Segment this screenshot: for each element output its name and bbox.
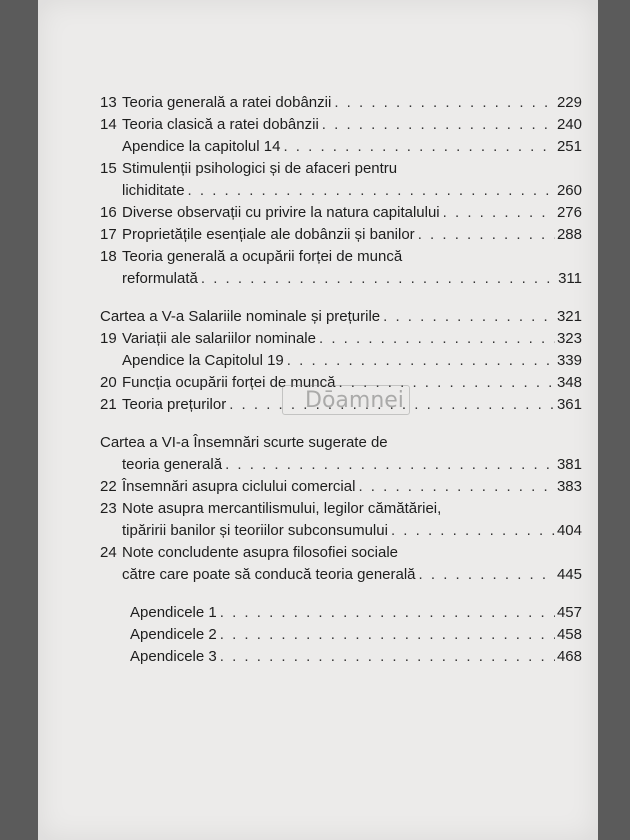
leader-dots xyxy=(220,646,555,668)
chapter-number: 18 xyxy=(100,248,117,265)
chapter-number: 20 xyxy=(100,374,117,391)
toc-entry xyxy=(100,136,582,158)
page-number: 381 xyxy=(556,456,582,473)
page-number: 260 xyxy=(556,182,582,199)
toc-entry xyxy=(100,224,582,246)
chapter-number: 16 xyxy=(100,204,117,221)
chapter-number: 17 xyxy=(100,226,117,243)
chapter-number: 14 xyxy=(100,116,117,133)
toc-entry-continuation xyxy=(100,520,582,542)
page-number: 468 xyxy=(556,648,582,665)
chapter-title-continued: către care poate să conducă teoria generală xyxy=(122,566,416,583)
appendix-title: Apendicele 1 xyxy=(130,604,217,621)
page-number: 348 xyxy=(556,374,582,391)
toc-entry xyxy=(100,476,582,498)
toc-entry xyxy=(100,498,582,520)
chapter-number: 22 xyxy=(100,478,117,495)
toc-entry xyxy=(100,92,582,114)
toc-entry-continuation xyxy=(100,268,582,290)
page-number: 240 xyxy=(556,116,582,133)
chapter-title-continued: tipăririi banilor și teoriilor subconsumului xyxy=(122,522,388,539)
chapter-title: Teoria clasică a ratei dobânzii xyxy=(122,116,319,133)
chapter-number: 13 xyxy=(100,94,117,111)
page-number: 276 xyxy=(556,204,582,221)
chapter-title: Variații ale salariilor nominale xyxy=(122,330,316,347)
toc-entry xyxy=(100,158,582,180)
chapter-title: Funcția ocupării forței de muncă xyxy=(122,374,336,391)
page-number: 311 xyxy=(558,270,582,287)
page-number: 457 xyxy=(556,604,582,621)
page-number: 288 xyxy=(556,226,582,243)
book-title-continued: teoria generală xyxy=(122,456,223,473)
leader-dots xyxy=(220,602,555,624)
page-number: 321 xyxy=(556,308,582,325)
book-page xyxy=(38,0,598,840)
toc-entry xyxy=(100,328,582,350)
toc-entry-continuation xyxy=(100,180,582,202)
page-number: 323 xyxy=(556,330,582,347)
appendix-title: Apendicele 2 xyxy=(130,626,217,643)
leader-dots xyxy=(283,136,555,158)
watermark-logo: Dōamnei xyxy=(282,385,410,415)
appendix-entry xyxy=(100,624,582,646)
page-number: 458 xyxy=(556,626,582,643)
leader-dots xyxy=(319,328,555,350)
chapter-title: Teoria prețurilor xyxy=(122,396,227,413)
leader-dots xyxy=(443,202,555,224)
chapter-title-continued: reformulată xyxy=(122,270,198,287)
appendix-title: Apendicele 3 xyxy=(130,648,217,665)
leader-dots xyxy=(225,454,555,476)
toc-entry xyxy=(100,542,582,564)
leader-dots xyxy=(334,92,555,114)
leader-dots xyxy=(322,114,555,136)
book-title: Cartea a VI-a Însemnări scurte sugerate de xyxy=(100,434,388,451)
leader-dots xyxy=(383,306,555,328)
chapter-title: Apendice la Capitolul 19 xyxy=(122,352,284,369)
page-number: 229 xyxy=(556,94,582,111)
toc-entry xyxy=(100,246,582,268)
appendix-entry xyxy=(100,602,582,624)
chapter-title: Teoria generală a ocupării forței de muncă xyxy=(122,248,403,265)
page-number: 404 xyxy=(556,522,582,539)
book-heading-continuation xyxy=(100,454,582,476)
chapter-title: Diverse observații cu privire la natura capitalului xyxy=(122,204,440,221)
chapter-title: Note asupra mercantilismului, legilor cămătăriei, xyxy=(122,500,442,517)
chapter-title-continued: lichiditate xyxy=(122,182,185,199)
chapter-title: Stimulenții psihologici și de afaceri pentru xyxy=(122,160,398,177)
chapter-title: Teoria generală a ratei dobânzii xyxy=(122,94,332,111)
leader-dots xyxy=(358,476,555,498)
page-number: 251 xyxy=(556,138,582,155)
chapter-number: 15 xyxy=(100,160,117,177)
leader-dots xyxy=(391,520,555,542)
leader-dots xyxy=(287,350,555,372)
chapter-title: Apendice la capitolul 14 xyxy=(122,138,281,155)
book-heading xyxy=(100,306,582,328)
page-number: 445 xyxy=(556,566,582,583)
chapter-title: Note concludente asupra filosofiei sociale xyxy=(122,544,398,561)
leader-dots xyxy=(201,268,556,290)
chapter-number: 21 xyxy=(100,396,117,413)
chapter-number: 19 xyxy=(100,330,117,347)
chapter-title: Însemnări asupra ciclului comercial xyxy=(122,478,356,495)
toc-entry xyxy=(100,350,582,372)
chapter-title: Proprietățile esențiale ale dobânzii și banilor xyxy=(122,226,415,243)
chapter-number: 23 xyxy=(100,500,117,517)
leader-dots xyxy=(188,180,555,202)
book-title: Cartea a V-a Salariile nominale și prețurile xyxy=(100,308,381,325)
leader-dots xyxy=(220,624,555,646)
toc-entry xyxy=(100,202,582,224)
chapter-number: 24 xyxy=(100,544,117,561)
leader-dots xyxy=(419,564,555,586)
page-number: 383 xyxy=(556,478,582,495)
appendix-entry xyxy=(100,646,582,668)
page-number: 361 xyxy=(556,396,582,413)
table-of-contents xyxy=(100,92,582,668)
toc-entry-continuation xyxy=(100,564,582,586)
book-heading xyxy=(100,432,582,454)
toc-entry xyxy=(100,114,582,136)
page-number: 339 xyxy=(556,352,582,369)
leader-dots xyxy=(418,224,555,246)
